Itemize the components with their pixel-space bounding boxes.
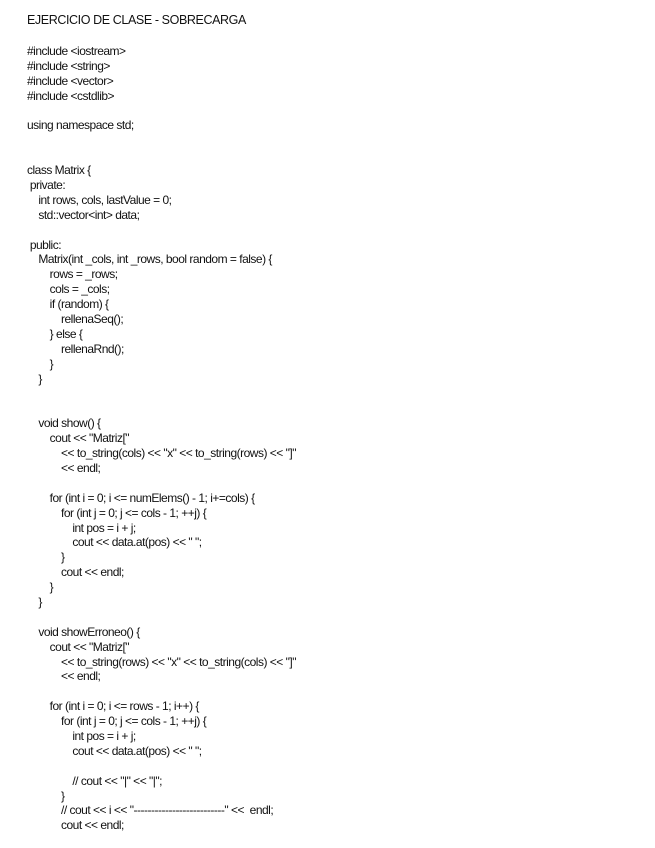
code-line: int pos = i + j;: [27, 520, 136, 535]
code-line: << endl;: [27, 460, 101, 475]
code-line: cout << endl;: [27, 565, 124, 580]
code-line: // cout << "|" << "|";: [27, 773, 163, 788]
code-line: }: [27, 550, 65, 565]
code-line: void show() {: [27, 416, 101, 431]
code-line: private:: [27, 178, 66, 193]
code-line: #include <cstdlib>: [27, 88, 115, 103]
code-line: Matrix(int _cols, int _rows, bool random = false) {: [27, 252, 272, 267]
code-line: cout << "Matriz[": [27, 431, 130, 446]
code-line: rellenaRnd();: [27, 341, 124, 356]
code-line: cout << "Matriz[": [27, 639, 130, 654]
code-line: if (random) {: [27, 297, 109, 312]
code-line: #include <iostream>: [27, 44, 126, 58]
code-line: cout << data.at(pos) << " ";: [27, 743, 202, 758]
code-line: for (int i = 0; i <= rows - 1; i++) {: [27, 699, 199, 714]
code-line: cout << endl;: [27, 818, 124, 833]
code-line: cout << data.at(pos) << " ";: [27, 535, 202, 550]
code-line: rows = _rows;: [27, 267, 118, 282]
code-line: [27, 133, 296, 148]
code-line: int pos = i + j;: [27, 728, 136, 743]
code-line: [27, 148, 296, 163]
code-line: << endl;: [27, 669, 101, 684]
code-line: << to_string(rows) << "x" << to_string(cols) << "]": [27, 654, 296, 669]
code-line: } else {: [27, 326, 83, 341]
code-line: [27, 610, 296, 625]
code-line: for (int i = 0; i <= numElems() - 1; i+=cols) {: [27, 490, 255, 505]
code-line: // cout << i << "--------------------------" << endl;: [27, 803, 274, 818]
code-line: class Matrix {: [27, 163, 91, 178]
code-line: [27, 476, 296, 491]
code-line: }: [27, 788, 65, 803]
code-line: [27, 104, 296, 119]
code-line: }: [27, 594, 42, 609]
code-line: << to_string(cols) << "x" << to_string(rows) << "]": [27, 446, 296, 461]
code-line: for (int j = 0; j <= cols - 1; ++j) {: [27, 505, 207, 520]
document-title: EJERCICIO DE CLASE - SOBRECARGA: [27, 13, 246, 27]
code-line: #include <vector>: [27, 73, 114, 88]
code-line: #include <string>: [27, 58, 110, 73]
code-line: using namespace std;: [27, 118, 134, 133]
code-line: void showErroneo() {: [27, 624, 140, 639]
code-line: std::vector<int> data;: [27, 207, 140, 222]
code-line: rellenaSeq();: [27, 312, 124, 327]
code-line: }: [27, 580, 54, 595]
code-line: [27, 759, 296, 774]
code-line: [27, 386, 296, 401]
code-line: public:: [27, 237, 62, 252]
code-line: [27, 223, 296, 238]
code-line: [27, 684, 296, 699]
code-line: cols = _cols;: [27, 282, 110, 297]
code-line: }: [27, 356, 54, 371]
code-line: int rows, cols, lastValue = 0;: [27, 192, 172, 207]
code-block: [27, 44, 296, 833]
code-line: [27, 401, 296, 416]
code-line: for (int j = 0; j <= cols - 1; ++j) {: [27, 714, 207, 729]
code-line: }: [27, 371, 42, 386]
